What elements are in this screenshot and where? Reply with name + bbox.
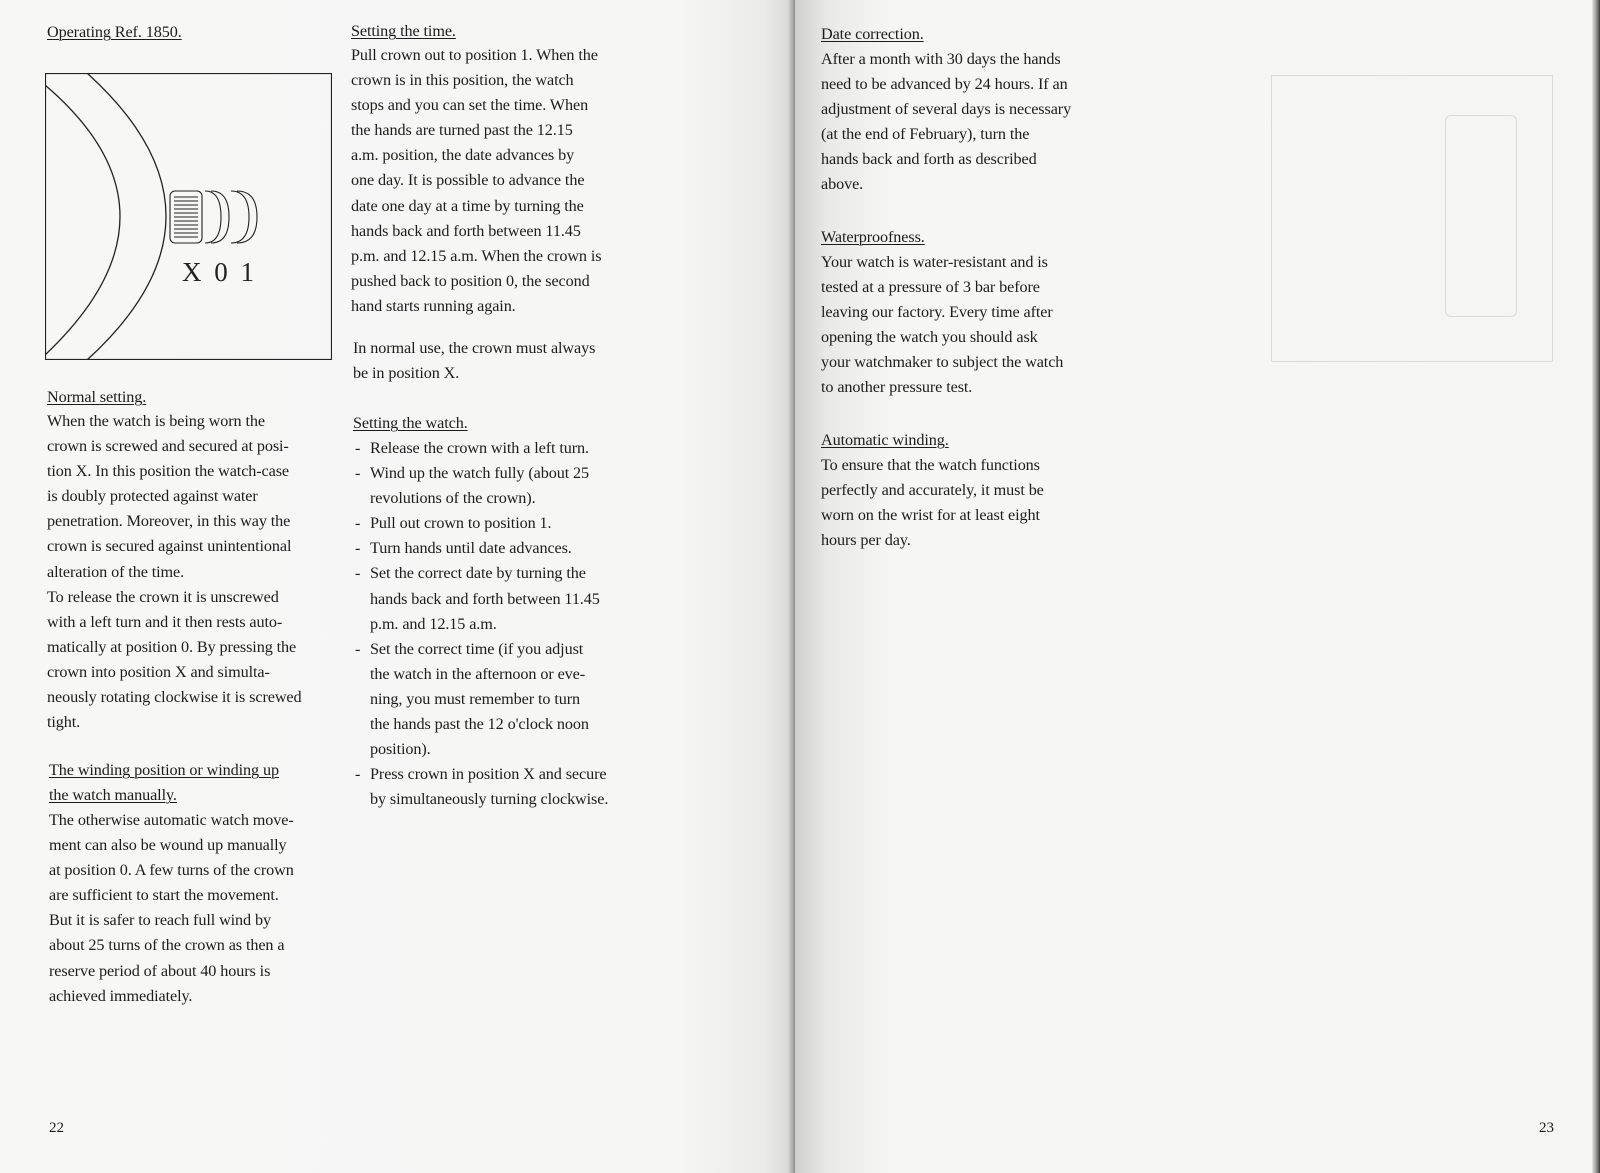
waterproofness-heading: Waterproofness.: [821, 228, 925, 246]
step-text: Set the correct date by turning the hands back and forth between 11.45 p.m. and 12.15 a.m.: [370, 564, 600, 633]
date-correction-text: After a month with 30 days the hands need to be advanced by 24 hours. If an adjustment of several days is necessary (at the end of February), turn the hands back and forth as described above.: [821, 50, 1072, 194]
normal-use-text: In normal use, the crown must always be in position X.: [353, 339, 596, 383]
step-text: Set the correct time (if you adjust the watch in the afternoon or eve- ning, you must remember to turn the hands past the 12 o'clock noon position).: [370, 639, 589, 759]
list-item: - Release the crown with a left turn.: [355, 436, 655, 461]
step-text: Turn hands until date advances.: [370, 539, 572, 558]
list-item: - Set the correct date by turning the hands back and forth between 11.45 p.m. and 12.15 a.m.: [355, 561, 655, 636]
page-number: 23: [1539, 1120, 1554, 1136]
list-item: - Pull out crown to position 1.: [355, 511, 655, 536]
list-item: - Press crown in position X and secure by simultaneously turning clockwise.: [355, 762, 655, 812]
step-text: Press crown in position X and secure by simultaneously turning clockwise.: [370, 765, 609, 809]
right-page: [795, 0, 1600, 1173]
list-item: - Wind up the watch fully (about 25 revolutions of the crown).: [355, 461, 655, 511]
winding-heading: The winding position or winding up the watch manually.: [49, 761, 279, 805]
setting-time-heading: Setting the time.: [351, 22, 456, 40]
setting-watch-heading: Setting the watch.: [353, 414, 468, 432]
winding-text: The otherwise automatic watch move- ment can also be wound up manually at position 0. A few turns of the crown are sufficient to start the movement. But it is safer to reach full wind by about 25 turns of the crown as then a reserve period of about 40 hours is achieved immediately.: [49, 811, 294, 1005]
automatic-winding-heading: Automatic winding.: [821, 431, 949, 449]
crown-positions-diagram: [45, 73, 332, 360]
list-item: - Turn hands until date advances.: [355, 536, 655, 561]
normal-setting-heading: Normal setting.: [47, 388, 147, 406]
step-text: Release the crown with a left turn.: [370, 439, 589, 457]
normal-setting-text: When the watch is being worn the crown is screwed and secured at posi- tion X. In this position the watch-case is doubly protected against water penetration. Moreover, in this way the crown is secured against unintentional alteration of the time. To release the crown it is unscrewed with a left turn and it then rests auto- matically at position 0. By pressing the crown into position X and simulta- neously rotating clockwise it is screwed tight.: [47, 412, 302, 732]
left-page: [0, 0, 795, 1173]
date-correction-heading: Date correction.: [821, 25, 924, 43]
operating-heading: Operating Ref. 1850.: [47, 23, 182, 41]
step-text: Pull out crown to position 1.: [370, 514, 552, 533]
automatic-winding-text: To ensure that the watch functions perfectly and accurately, it must be worn on the wrist for at least eight hours per day.: [821, 456, 1044, 550]
setting-steps-list: [355, 436, 655, 812]
step-text: Wind up the watch fully (about 25 revolutions of the crown).: [370, 464, 590, 508]
list-item: - Set the correct time (if you adjust the watch in the afternoon or eve- ning, you must remember to turn the hands past the 12 o'clock noon position).: [355, 637, 655, 762]
setting-time-text: Pull crown out to position 1. When the crown is in this position, the watch stops and you can set the time. When the hands are turned past the 12.15 a.m. position, the date advances by one day. It is possible to advance the date one day at a time by turning the hands back and forth between 11.45 p.m. and 12.15 a.m. When the crown is pushed back to position 0, the second hand starts running again.: [351, 46, 602, 315]
waterproofness-text: Your watch is water-resistant and is tested at a pressure of 3 bar before leaving our factory. Every time after opening the watch you should ask your watchmaker to subject the watch to another pressure test.: [821, 253, 1064, 397]
page-number: 22: [49, 1120, 64, 1136]
page-edge: [1592, 0, 1600, 1173]
show-through-figure-inner: [1445, 115, 1517, 317]
figure-label: X 0 1: [182, 257, 254, 287]
